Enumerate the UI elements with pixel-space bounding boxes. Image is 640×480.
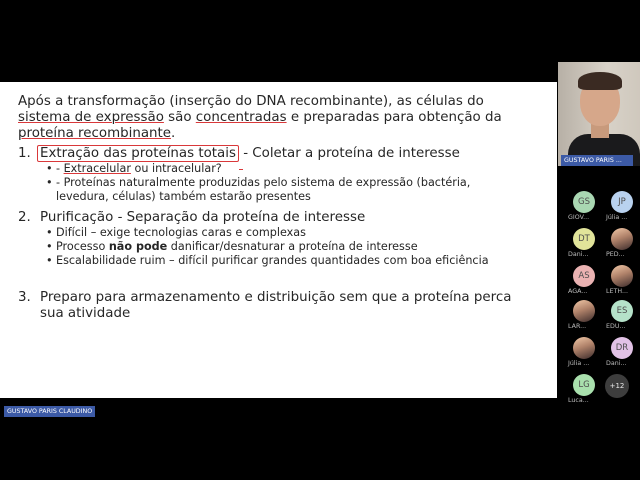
webcam-person — [578, 72, 622, 90]
participant-avatar — [573, 337, 595, 359]
dash: - — [56, 162, 64, 175]
participant-tile[interactable] — [566, 374, 604, 408]
sub-text: levedura, células) também estarão presentes — [56, 190, 311, 203]
bullet: • — [46, 254, 53, 267]
intro-line-3 — [18, 126, 548, 142]
item-rest: - Coletar a proteína de interesse — [238, 146, 460, 161]
participant-name: AGA... — [568, 288, 588, 295]
sub-text: ou intracelular? — [130, 162, 222, 175]
presenter-name-label: GUSTAVO PARIS CLAUDINO — [4, 406, 95, 417]
participant-avatar: DT — [573, 228, 595, 250]
underlined-expression-system: sistema de expressão — [18, 110, 164, 125]
participant-avatar — [611, 228, 633, 250]
list-item-2 — [18, 210, 548, 226]
dash: - — [56, 176, 64, 189]
participant-tile[interactable] — [604, 265, 640, 299]
sub-text: Escalabilidade ruim – difícil purificar grandes quantidades com boa eficiência — [56, 254, 489, 267]
participant-name: LETH... — [606, 288, 628, 295]
participant-avatar: GS — [573, 191, 595, 213]
participant-tile[interactable] — [604, 300, 640, 334]
participant-name: Dani... — [606, 360, 627, 367]
participant-name: PED... — [606, 251, 625, 258]
participant-tile[interactable] — [566, 265, 604, 299]
participant-avatar: DR — [611, 337, 633, 359]
participant-tile[interactable] — [604, 337, 640, 371]
slide-intro — [18, 94, 548, 142]
boxed-title: Extração das proteínas totais — [37, 145, 239, 162]
pen-mark — [239, 169, 243, 170]
intro-line-2 — [18, 110, 548, 126]
participant-name: LAR... — [568, 323, 587, 330]
slide-content — [18, 94, 548, 322]
list-number: 3. — [18, 290, 31, 305]
participant-name: Júlia ... — [606, 214, 628, 221]
sub-item — [18, 176, 548, 204]
sub-item — [18, 226, 548, 240]
bullet: • — [46, 176, 53, 189]
participant-tile[interactable] — [566, 337, 604, 371]
participant-tile[interactable] — [566, 191, 604, 225]
item-text: Preparo para armazenamento e distribuição sem que a proteína perca — [40, 290, 512, 305]
intro-text: são — [163, 110, 196, 125]
bullet: • — [46, 240, 53, 253]
more-participants-button[interactable]: +12 — [605, 374, 629, 398]
participant-name: Júlia ... — [568, 360, 590, 367]
participant-avatar: AS — [573, 265, 595, 287]
participant-name: GIOV... — [568, 214, 590, 221]
sub-item — [18, 254, 548, 268]
sub-item — [18, 240, 548, 254]
list-number: 1. — [18, 146, 31, 161]
participant-name: Luca... — [568, 397, 589, 404]
participant-tile[interactable] — [604, 228, 640, 262]
bullet: • — [46, 226, 53, 239]
participant-name: EDU... — [606, 323, 626, 330]
participant-tile[interactable] — [566, 228, 604, 262]
participant-avatar: JP — [611, 191, 633, 213]
intro-text: e preparadas para obtenção da — [286, 110, 502, 125]
underlined-recombinant-protein: proteína recombinante — [18, 126, 171, 141]
intro-line-1: Após a transformação (inserção do DNA recombinante), as células do — [18, 94, 484, 109]
participant-tile[interactable] — [604, 191, 640, 225]
sub-text: Difícil – exige tecnologias caras e complexas — [56, 226, 306, 239]
item-title: Purificação - Separação da proteína de interesse — [40, 210, 366, 225]
participant-avatar — [573, 300, 595, 322]
bullet: • — [46, 162, 53, 175]
participant-avatar: ES — [611, 300, 633, 322]
sub-text-bold: não pode — [108, 240, 168, 253]
sub-item — [18, 162, 548, 176]
participant-avatar — [611, 265, 633, 287]
list-number: 2. — [18, 210, 31, 225]
participant-name: Dani... — [568, 251, 589, 258]
webcam-name-label: GUSTAVO PARIS ... — [561, 155, 633, 166]
item-text: sua atividade — [40, 306, 131, 321]
participant-avatar: LG — [573, 374, 595, 396]
participant-tile[interactable] — [566, 300, 604, 334]
list-item-3 — [18, 290, 548, 322]
sub-text: danificar/desnaturar a proteína de interesse — [167, 240, 418, 253]
underlined-extracellular: Extracelular — [63, 162, 131, 175]
underlined-concentrated: concentradas — [195, 110, 287, 125]
sub-text: Processo — [56, 240, 109, 253]
presenter-webcam[interactable] — [558, 62, 640, 166]
intro-text: . — [171, 126, 176, 141]
shared-slide — [0, 82, 557, 398]
list-item-1 — [18, 146, 548, 162]
sub-text: Proteínas naturalmente produzidas pelo sistema de expressão (bactéria, — [63, 176, 471, 189]
